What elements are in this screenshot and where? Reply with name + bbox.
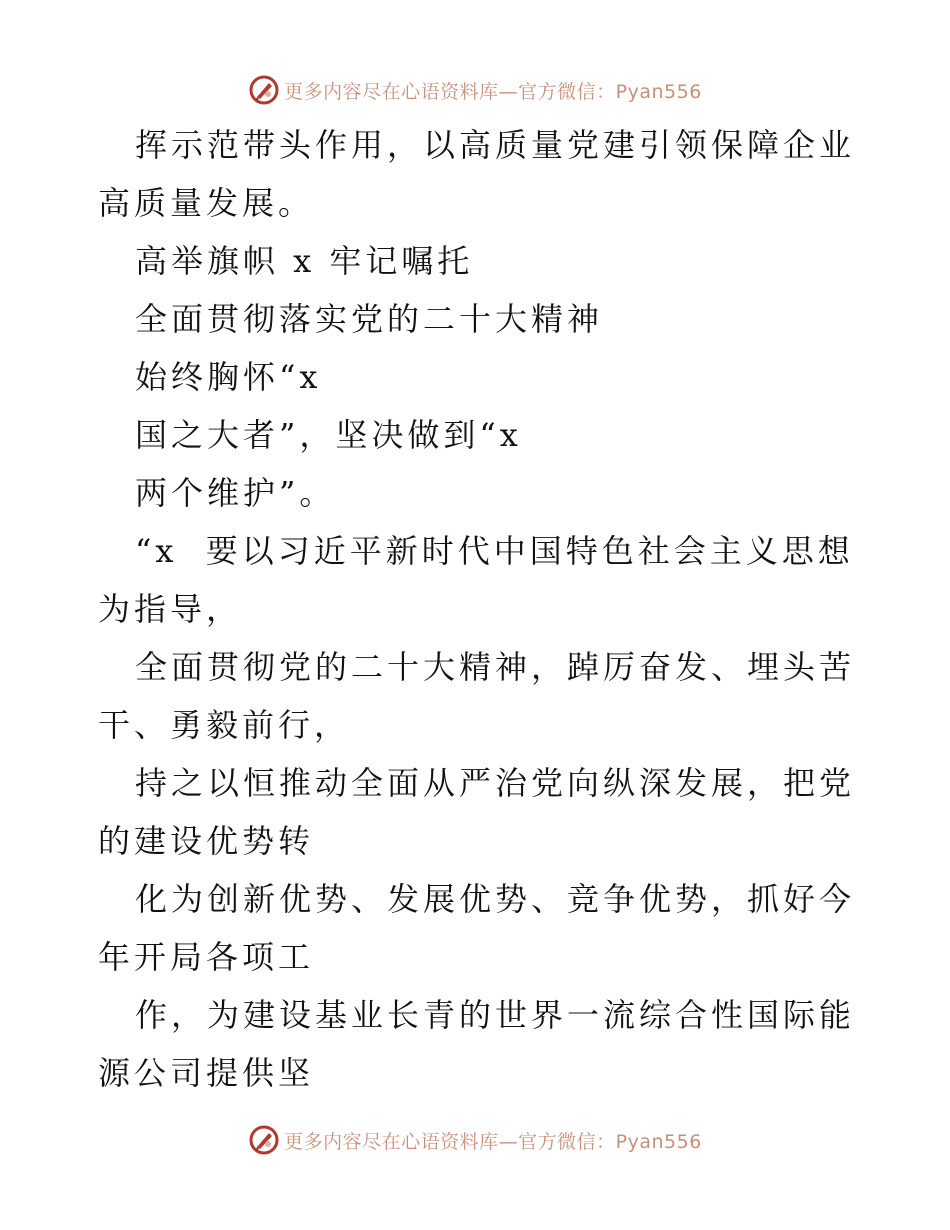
header-watermark-text: 更多内容尽在心语资料库—官方微信：Pyan556 xyxy=(284,80,702,103)
paragraph-10: 化为创新优势、发展优势、竞争优势，抓好今年开局各项工 xyxy=(98,880,856,976)
paragraph-5: 国之大者”，坚决做到“x xyxy=(135,416,522,454)
paragraph-2: 高举旗帜 x 牢记嘱托 xyxy=(135,242,474,280)
paragraph-7: “x 要以习近平新时代中国特色社会主义思想为指导， xyxy=(98,532,854,628)
paragraph-8: 全面贯彻党的二十大精神，踔厉奋发、埋头苦干、勇毅前行， xyxy=(98,648,856,744)
pen-logo-icon xyxy=(248,1124,280,1156)
footer-watermark-banner xyxy=(0,1120,950,1160)
paragraph-9: 持之以恒推动全面从严治党向纵深发展，把党的建设优势转 xyxy=(98,764,856,860)
paragraph-6: 两个维护”。 xyxy=(135,474,336,512)
header-watermark-banner xyxy=(0,70,950,110)
footer-watermark-text: 更多内容尽在心语资料库—官方微信：Pyan556 xyxy=(284,1130,702,1153)
paragraph-3: 全面贯彻落实党的二十大精神 xyxy=(135,300,604,338)
pen-logo-icon xyxy=(248,74,280,106)
paragraph-4: 始终胸怀“x xyxy=(135,358,322,396)
paragraph-1: 挥示范带头作用，以高质量党建引领保障企业高质量发展。 xyxy=(98,126,856,222)
document-body xyxy=(98,116,858,1102)
paragraph-11: 作，为建设基业长青的世界一流综合性国际能源公司提供坚 xyxy=(98,996,856,1092)
